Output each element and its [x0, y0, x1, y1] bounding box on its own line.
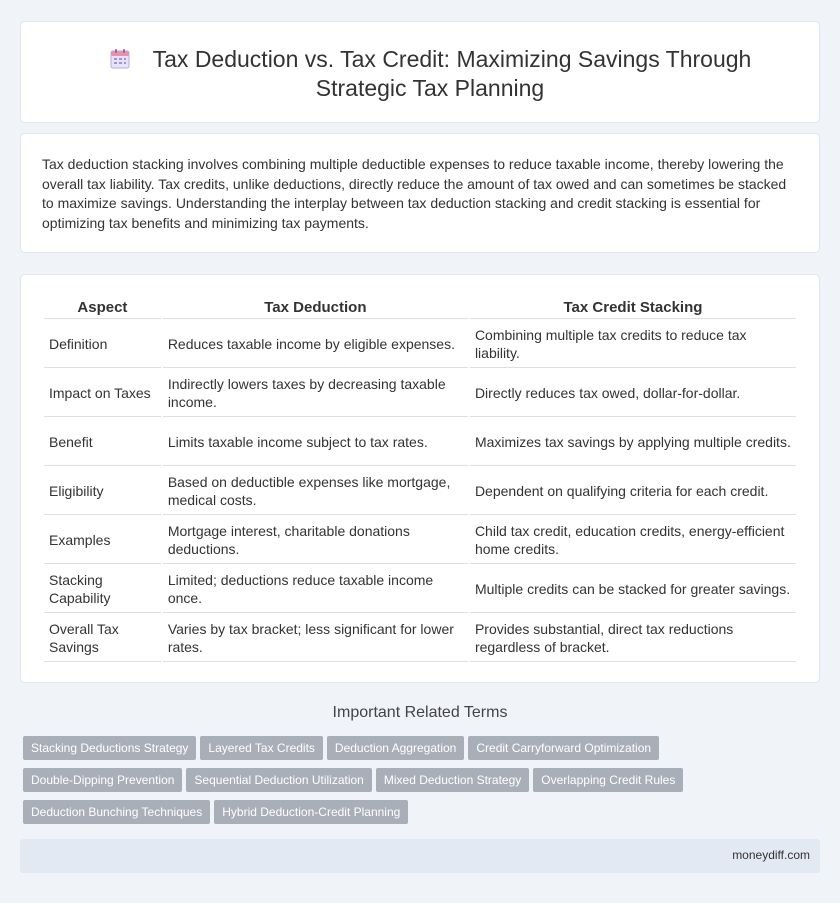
table-cell-aspect: Definition: [44, 321, 161, 368]
related-terms-list: [23, 736, 723, 832]
related-term-tag[interactable]: Overlapping Credit Rules: [533, 768, 683, 792]
table-cell-credit: Child tax credit, education credits, energy-efficient home credits.: [470, 517, 796, 564]
table-cell-credit: Dependent on qualifying criteria for each credit.: [470, 468, 796, 515]
page-title-text: Tax Deduction vs. Tax Credit: Maximizing Savings Through Strategic Tax Planning: [152, 46, 752, 101]
related-term-tag[interactable]: Layered Tax Credits: [200, 736, 323, 760]
calendar-icon: [109, 48, 131, 70]
related-term-tag[interactable]: Sequential Deduction Utilization: [186, 768, 371, 792]
table-row: [44, 468, 796, 515]
table-cell-credit: Combining multiple tax credits to reduce tax liability.: [470, 321, 796, 368]
related-term-tag[interactable]: Double-Dipping Prevention: [23, 768, 182, 792]
related-term-tag[interactable]: Credit Carryforward Optimization: [468, 736, 659, 760]
header-tax-deduction: Tax Deduction: [163, 299, 468, 319]
header-tax-credit-stacking: Tax Credit Stacking: [470, 299, 796, 319]
table-cell-aspect: Benefit: [44, 419, 161, 466]
table-cell-credit: Provides substantial, direct tax reductions regardless of bracket.: [470, 615, 796, 662]
table-cell-aspect: Overall Tax Savings: [44, 615, 161, 662]
related-term-tag[interactable]: Mixed Deduction Strategy: [376, 768, 529, 792]
page-title: [81, 45, 779, 103]
comparison-card: [20, 274, 820, 683]
related-term-tag[interactable]: Stacking Deductions Strategy: [23, 736, 196, 760]
table-row: [44, 566, 796, 613]
table-cell-credit: Maximizes tax savings by applying multiple credits.: [470, 419, 796, 466]
comparison-table: [42, 297, 798, 664]
table-cell-credit: Multiple credits can be stacked for greater savings.: [470, 566, 796, 613]
table-cell-deduction: Reduces taxable income by eligible expenses.: [163, 321, 468, 368]
table-row: [44, 615, 796, 662]
table-cell-deduction: Mortgage interest, charitable donations deductions.: [163, 517, 468, 564]
related-term-tag[interactable]: Hybrid Deduction-Credit Planning: [214, 800, 408, 824]
footer: [20, 839, 820, 873]
table-cell-credit: Directly reduces tax owed, dollar-for-dollar.: [470, 370, 796, 417]
related-term-tag[interactable]: Deduction Bunching Techniques: [23, 800, 210, 824]
table-row: [44, 419, 796, 466]
table-cell-deduction: Varies by tax bracket; less significant for lower rates.: [163, 615, 468, 662]
header-card: [20, 21, 820, 123]
table-row: [44, 370, 796, 417]
table-cell-aspect: Impact on Taxes: [44, 370, 161, 417]
related-term-tag[interactable]: Deduction Aggregation: [327, 736, 464, 760]
table-cell-aspect: Eligibility: [44, 468, 161, 515]
table-row: [44, 517, 796, 564]
footer-site-link[interactable]: moneydiff.com: [732, 848, 810, 862]
table-cell-deduction: Limits taxable income subject to tax rates.: [163, 419, 468, 466]
header-aspect: Aspect: [44, 299, 161, 319]
table-cell-aspect: Examples: [44, 517, 161, 564]
table-cell-deduction: Based on deductible expenses like mortgage, medical costs.: [163, 468, 468, 515]
table-cell-aspect: Stacking Capability: [44, 566, 161, 613]
table-cell-deduction: Limited; deductions reduce taxable income once.: [163, 566, 468, 613]
table-cell-deduction: Indirectly lowers taxes by decreasing taxable income.: [163, 370, 468, 417]
table-row: [44, 321, 796, 368]
intro-paragraph: Tax deduction stacking involves combining multiple deductible expenses to reduce taxable income, thereby lowering the overall tax liability. Tax credits, unlike deductions, directly reduce the amount of tax owed and can sometimes be stacked to maximize savings. Understanding the interplay between tax deduction stacking and credit stacking is essential for optimizing tax benefits and minimizing tax payments.: [42, 156, 787, 231]
related-terms-title: Important Related Terms: [332, 704, 508, 721]
intro-card: [20, 133, 820, 253]
table-header-row: [44, 299, 796, 319]
